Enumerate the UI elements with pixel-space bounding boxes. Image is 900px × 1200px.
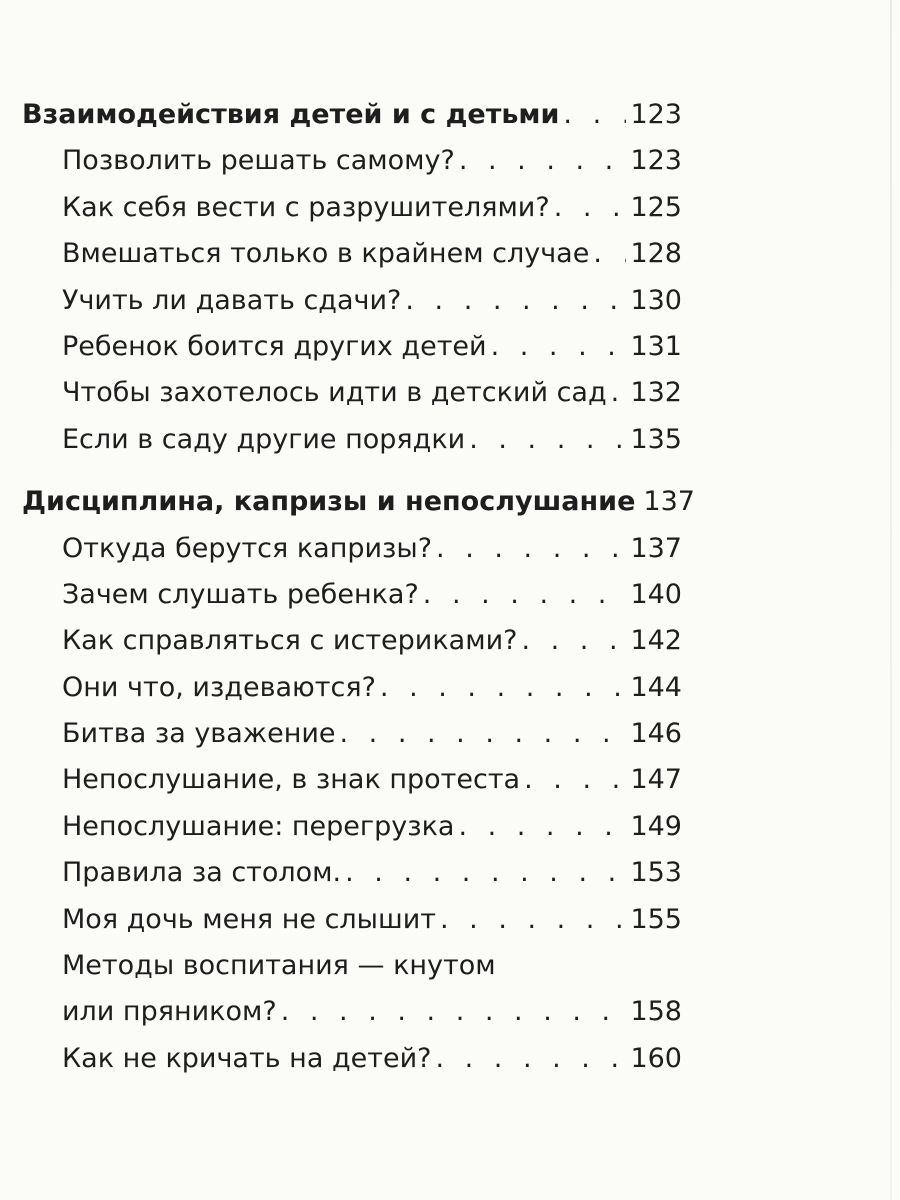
toc-entry-title: Методы воспитания — кнутом	[62, 950, 496, 982]
toc-entry-row	[22, 897, 682, 943]
toc-entry-row	[22, 850, 682, 896]
toc-entry-title: Они что, издеваются?	[62, 671, 376, 703]
toc-entry-title: Если в саду другие порядки	[62, 423, 466, 455]
toc-page-number: 160	[630, 1042, 682, 1074]
toc-dot-leader	[593, 231, 626, 277]
toc-dot-leader	[521, 618, 626, 664]
toc-entry-row	[22, 1036, 682, 1082]
toc-section-row	[22, 479, 695, 525]
toc-page-number: 158	[630, 996, 682, 1028]
table-of-contents	[22, 92, 695, 1082]
toc-page-number: 149	[630, 810, 682, 842]
toc-dot-leader	[405, 278, 626, 324]
toc-entry-title: Взаимодействия детей и с детьми	[22, 99, 560, 130]
toc-entry-title: Как справляться с истериками?	[62, 625, 518, 657]
toc-page-number: 142	[630, 625, 682, 657]
toc-entry-row	[22, 417, 682, 463]
toc-page-number: 123	[630, 145, 682, 177]
toc-section-row	[22, 92, 682, 138]
toc-dot-leader	[563, 92, 626, 138]
toc-page-number: 132	[630, 377, 682, 409]
toc-page-number: 131	[630, 330, 682, 362]
toc-entry-title: Дисциплина, капризы и непослушание	[22, 486, 636, 518]
toc-page-number: 146	[630, 718, 682, 750]
toc-entry-row	[22, 526, 682, 572]
toc-entry-title: Непослушание, в знак протеста	[62, 764, 521, 796]
toc-dot-leader	[440, 897, 626, 943]
toc-entry-title: Откуда берутся капризы?	[62, 532, 433, 564]
toc-entry-row	[22, 138, 682, 184]
toc-page-number: 155	[630, 903, 682, 935]
toc-dot-leader	[469, 417, 626, 463]
toc-entry-title: Вмешаться только в крайнем случае	[62, 238, 590, 270]
toc-entry-row	[22, 231, 682, 277]
toc-dot-leader	[345, 850, 626, 896]
toc-entry-row	[22, 989, 682, 1035]
toc-entry-title: Зачем слушать ребенка?	[62, 578, 419, 610]
toc-entry-row	[22, 278, 682, 324]
toc-entry-row	[22, 665, 682, 711]
toc-entry-row	[22, 711, 682, 757]
toc-dot-leader	[380, 665, 627, 711]
toc-entry-row	[22, 185, 682, 231]
toc-page-number: 130	[630, 284, 682, 316]
toc-dot-leader	[281, 989, 627, 1035]
toc-page-number: 140	[630, 578, 682, 610]
toc-entry-row	[22, 757, 682, 803]
toc-entry-title: Битва за уважение	[62, 718, 336, 750]
toc-entry-row	[22, 572, 682, 618]
toc-page-number: 128	[630, 238, 682, 270]
toc-page-number: 125	[630, 191, 682, 223]
toc-page-number: 147	[630, 764, 682, 796]
toc-entry-title: Учить ли давать сдачи?	[62, 284, 402, 316]
toc-entry-title: Как не кричать на детей?	[62, 1042, 432, 1074]
toc-dot-leader	[458, 804, 626, 850]
toc-page-number: 137	[630, 532, 682, 564]
toc-entry-row	[22, 618, 682, 664]
toc-dot-leader	[340, 711, 627, 757]
toc-dot-leader	[436, 526, 626, 572]
toc-entry-row-wrapped-first-line	[22, 943, 682, 989]
toc-dot-leader	[459, 138, 627, 184]
toc-entry-title: Правила за столом.	[62, 857, 342, 889]
toc-page-number: 137	[643, 486, 695, 518]
toc-page-number: 135	[630, 423, 682, 455]
toc-entry-title: Как себя вести с разрушителями?	[62, 191, 550, 223]
toc-page-number: 144	[630, 671, 682, 703]
page-fold-shadow	[890, 0, 892, 1200]
toc-dot-leader	[611, 370, 627, 416]
toc-entry-title: Моя дочь меня не слышит	[62, 903, 436, 935]
toc-entry-title: или пряником?	[62, 996, 277, 1028]
toc-entry-title: Позволить решать самому?	[62, 145, 455, 177]
toc-dot-leader	[554, 185, 627, 231]
toc-dot-leader	[423, 572, 627, 618]
toc-entry-row	[22, 804, 682, 850]
toc-entry-title: Чтобы захотелось идти в детский сад	[62, 377, 607, 409]
toc-page-number: 153	[630, 857, 682, 889]
toc-entry-title: Ребенок боится других детей	[62, 330, 487, 362]
toc-entry-row	[22, 324, 682, 370]
toc-dot-leader	[524, 757, 626, 803]
toc-dot-leader	[491, 324, 627, 370]
toc-page-number: 123	[630, 99, 682, 130]
toc-dot-leader	[435, 1036, 626, 1082]
toc-entry-row	[22, 370, 682, 416]
toc-entry-title: Непослушание: перегрузка	[62, 810, 455, 842]
